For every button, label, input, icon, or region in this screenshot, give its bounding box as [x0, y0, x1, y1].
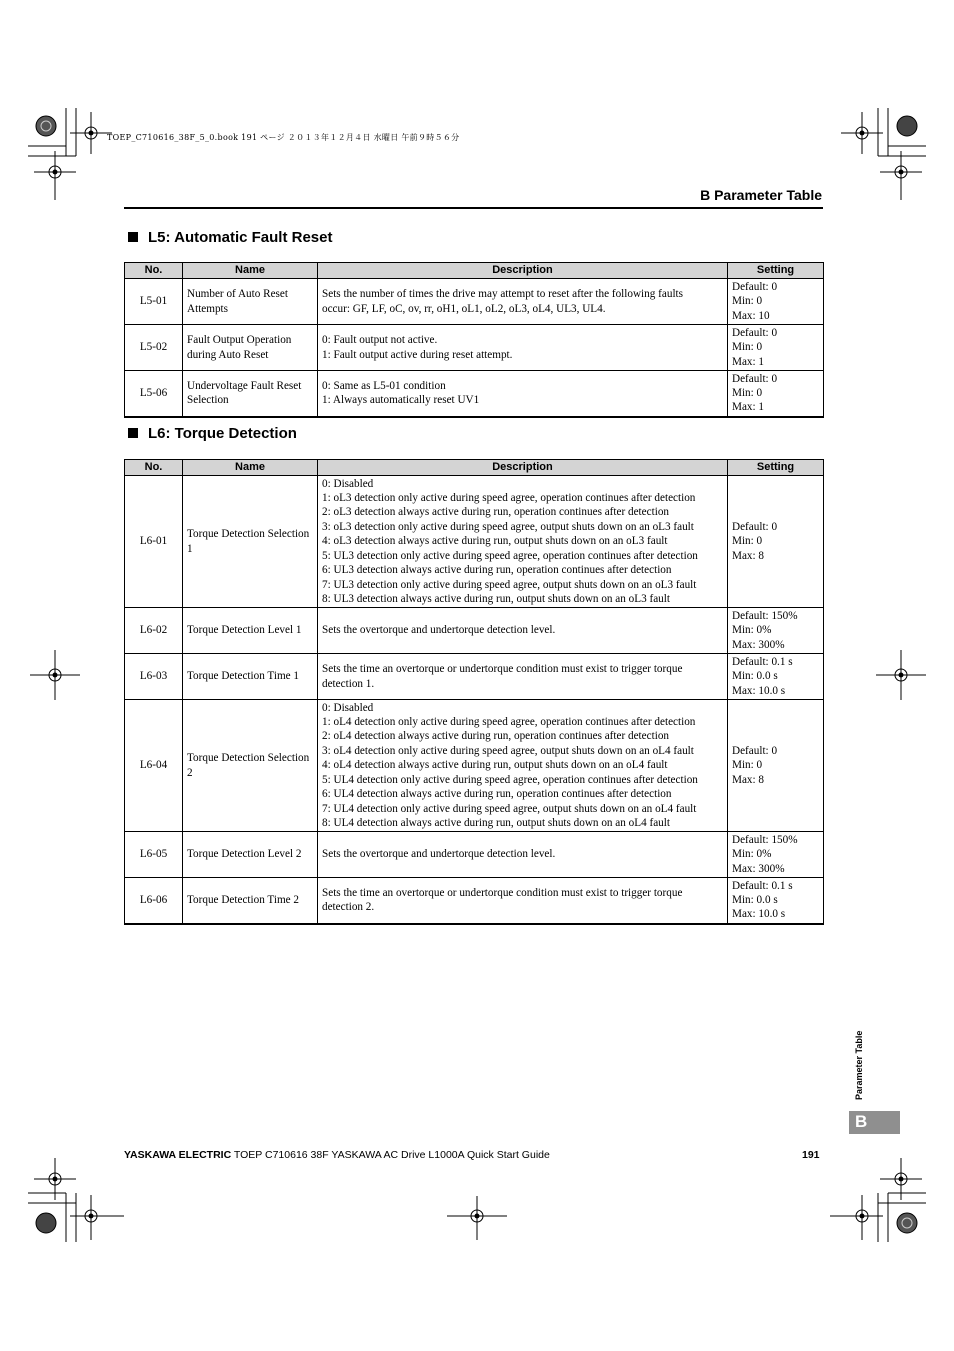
table-row [125, 878, 824, 924]
param-setting [728, 832, 824, 878]
setting-min: Min: 0 [732, 535, 763, 548]
setting-default: Default: 0 [732, 326, 778, 339]
setting-min: Min: 0 [732, 387, 763, 400]
description-line: 1: oL3 detection only active during speed agree, operation continues after detection [322, 492, 696, 505]
description-line: 4: oL4 detection always active during run, output shuts down on an oL4 fault [322, 759, 668, 772]
param-description [318, 832, 728, 878]
param-setting [728, 700, 824, 832]
param-setting [728, 476, 824, 608]
square-bullet-icon [128, 232, 138, 242]
footer [124, 1149, 550, 1161]
table-row [125, 608, 824, 654]
param-name: Torque Detection Level 1 [183, 608, 318, 654]
column-header-description: Description [318, 263, 728, 279]
column-header-no: No. [125, 460, 183, 476]
square-bullet-icon [128, 428, 138, 438]
param-name: Number of Auto Reset Attempts [183, 279, 318, 325]
print-header: TOEP_C710616_38F_5_0.book 191 ページ ２０１３年１２月４日 水曜日 午前９時５６分 [107, 133, 460, 142]
description-line: Sets the time an overtorque or undertorque condition must exist to trigger torque [322, 663, 683, 676]
table-header-row [125, 263, 824, 279]
description-line: 0: Disabled [322, 701, 374, 714]
setting-min: Min: 0.0 s [732, 894, 778, 907]
setting-default: Default: 0 [732, 372, 778, 385]
param-setting [728, 371, 824, 417]
description-line: 1: Fault output active during reset attempt. [322, 348, 513, 361]
param-no: L5-02 [125, 325, 183, 371]
table-row [125, 832, 824, 878]
description-line: detection 2. [322, 901, 375, 914]
setting-default: Default: 0.1 s [732, 655, 793, 668]
description-line: 2: oL4 detection always active during run, operation continues after detection [322, 730, 670, 743]
setting-max: Max: 8 [732, 549, 765, 562]
table-row [125, 476, 824, 608]
setting-max: Max: 1 [732, 355, 765, 368]
description-line: 6: UL3 detection always active during run, operation continues after detection [322, 564, 672, 577]
description-line: detection 1. [322, 677, 375, 690]
setting-default: Default: 0 [732, 520, 778, 533]
setting-max: Max: 300% [732, 862, 785, 875]
param-description [318, 608, 728, 654]
setting-max: Max: 10.0 s [732, 684, 786, 697]
param-no: L6-05 [125, 832, 183, 878]
setting-default: Default: 0 [732, 280, 778, 293]
column-header-no: No. [125, 263, 183, 279]
description-line: 0: Same as L5-01 condition [322, 379, 446, 392]
param-no: L5-01 [125, 279, 183, 325]
setting-default: Default: 0.1 s [732, 879, 793, 892]
setting-max: Max: 1 [732, 401, 765, 414]
setting-min: Min: 0 [732, 759, 763, 772]
description-line: 5: UL3 detection only active during speed agree, operation continues after detection [322, 549, 698, 562]
footer-brand: YASKAWA ELECTRIC [124, 1149, 232, 1161]
section-title-text: L5: Automatic Fault Reset [148, 229, 333, 246]
description-line: 3: oL4 detection only active during speed agree, output shuts down on an oL4 fault [322, 744, 694, 757]
description-line: Sets the time an overtorque or undertorque condition must exist to trigger torque [322, 886, 683, 899]
parameter-table-l6 [124, 459, 824, 925]
column-header-name: Name [183, 460, 318, 476]
description-line: occur: GF, LF, oC, ov, rr, oH1, oL1, oL2, oL3, oL4, UL3, UL4. [322, 302, 606, 315]
table-row [125, 279, 824, 325]
param-name: Torque Detection Level 2 [183, 832, 318, 878]
param-no: L5-06 [125, 371, 183, 417]
setting-min: Min: 0% [732, 624, 772, 637]
param-no: L6-03 [125, 654, 183, 700]
side-tab-letter: B [855, 1112, 868, 1131]
column-header-description: Description [318, 460, 728, 476]
setting-max: Max: 8 [732, 773, 765, 786]
table-header-row [125, 460, 824, 476]
param-name: Torque Detection Time 2 [183, 878, 318, 924]
param-description [318, 700, 728, 832]
header-rule [124, 207, 823, 209]
setting-min: Min: 0.0 s [732, 670, 778, 683]
param-name: Fault Output Operation during Auto Reset [183, 325, 318, 371]
footer-doc-title: TOEP C710616 38F YASKAWA AC Drive L1000A Quick Start Guide [231, 1149, 550, 1161]
param-description [318, 654, 728, 700]
param-name: Torque Detection Selection 2 [183, 700, 318, 832]
column-header-setting: Setting [728, 460, 824, 476]
description-line: 7: UL4 detection only active during speed agree, output shuts down on an oL4 fault [322, 802, 697, 815]
param-no: L6-02 [125, 608, 183, 654]
description-line: 6: UL4 detection always active during run, operation continues after detection [322, 788, 672, 801]
param-name: Torque Detection Selection 1 [183, 476, 318, 608]
description-line: 3: oL3 detection only active during speed agree, output shuts down on an oL3 fault [322, 520, 694, 533]
setting-max: Max: 10.0 s [732, 908, 786, 921]
param-name: Torque Detection Time 1 [183, 654, 318, 700]
table-row [125, 654, 824, 700]
side-tab [849, 1111, 900, 1134]
side-tab-label: Parameter Table [854, 1030, 864, 1100]
param-no: L6-04 [125, 700, 183, 832]
setting-max: Max: 10 [732, 309, 770, 322]
description-line: 0: Fault output not active. [322, 334, 438, 347]
param-setting [728, 608, 824, 654]
parameter-table-l5 [124, 262, 824, 418]
description-line: 7: UL3 detection only active during speed agree, output shuts down on an oL3 fault [322, 578, 697, 591]
param-description [318, 476, 728, 608]
description-line: 5: UL4 detection only active during speed agree, operation continues after detection [322, 773, 698, 786]
param-description [318, 878, 728, 924]
setting-min: Min: 0 [732, 295, 763, 308]
param-description [318, 279, 728, 325]
table-row [125, 371, 824, 417]
setting-min: Min: 0% [732, 848, 772, 861]
table-row [125, 700, 824, 832]
section-title-l6 [128, 425, 297, 442]
description-line: 1: Always automatically reset UV1 [322, 394, 480, 407]
section-title-text: L6: Torque Detection [148, 425, 297, 442]
page-number: 191 [802, 1149, 820, 1161]
description-line: 8: UL3 detection always active during run, output shuts down on an oL3 fault [322, 592, 670, 605]
param-no: L6-01 [125, 476, 183, 608]
description-line: 2: oL3 detection always active during run, operation continues after detection [322, 506, 670, 519]
description-line: Sets the number of times the drive may attempt to reset after the following faults [322, 288, 684, 301]
param-setting [728, 279, 824, 325]
setting-default: Default: 150% [732, 833, 798, 846]
setting-min: Min: 0 [732, 341, 763, 354]
description-line: 8: UL4 detection always active during run, output shuts down on an oL4 fault [322, 816, 670, 829]
section-title-l5 [128, 229, 332, 246]
param-description [318, 325, 728, 371]
section-header: B Parameter Table [700, 187, 822, 203]
column-header-setting: Setting [728, 263, 824, 279]
param-name: Undervoltage Fault Reset Selection [183, 371, 318, 417]
param-setting [728, 654, 824, 700]
param-description [318, 371, 728, 417]
column-header-name: Name [183, 263, 318, 279]
setting-default: Default: 0 [732, 744, 778, 757]
description-line: 0: Disabled [322, 477, 374, 490]
setting-default: Default: 150% [732, 609, 798, 622]
description-line: 4: oL3 detection always active during run, output shuts down on an oL3 fault [322, 535, 668, 548]
description-line: 1: oL4 detection only active during speed agree, operation continues after detection [322, 716, 696, 729]
param-setting [728, 325, 824, 371]
description-line: Sets the overtorque and undertorque detection level. [322, 848, 556, 861]
description-line: Sets the overtorque and undertorque detection level. [322, 624, 556, 637]
param-setting [728, 878, 824, 924]
setting-max: Max: 300% [732, 638, 785, 651]
param-no: L6-06 [125, 878, 183, 924]
table-row [125, 325, 824, 371]
